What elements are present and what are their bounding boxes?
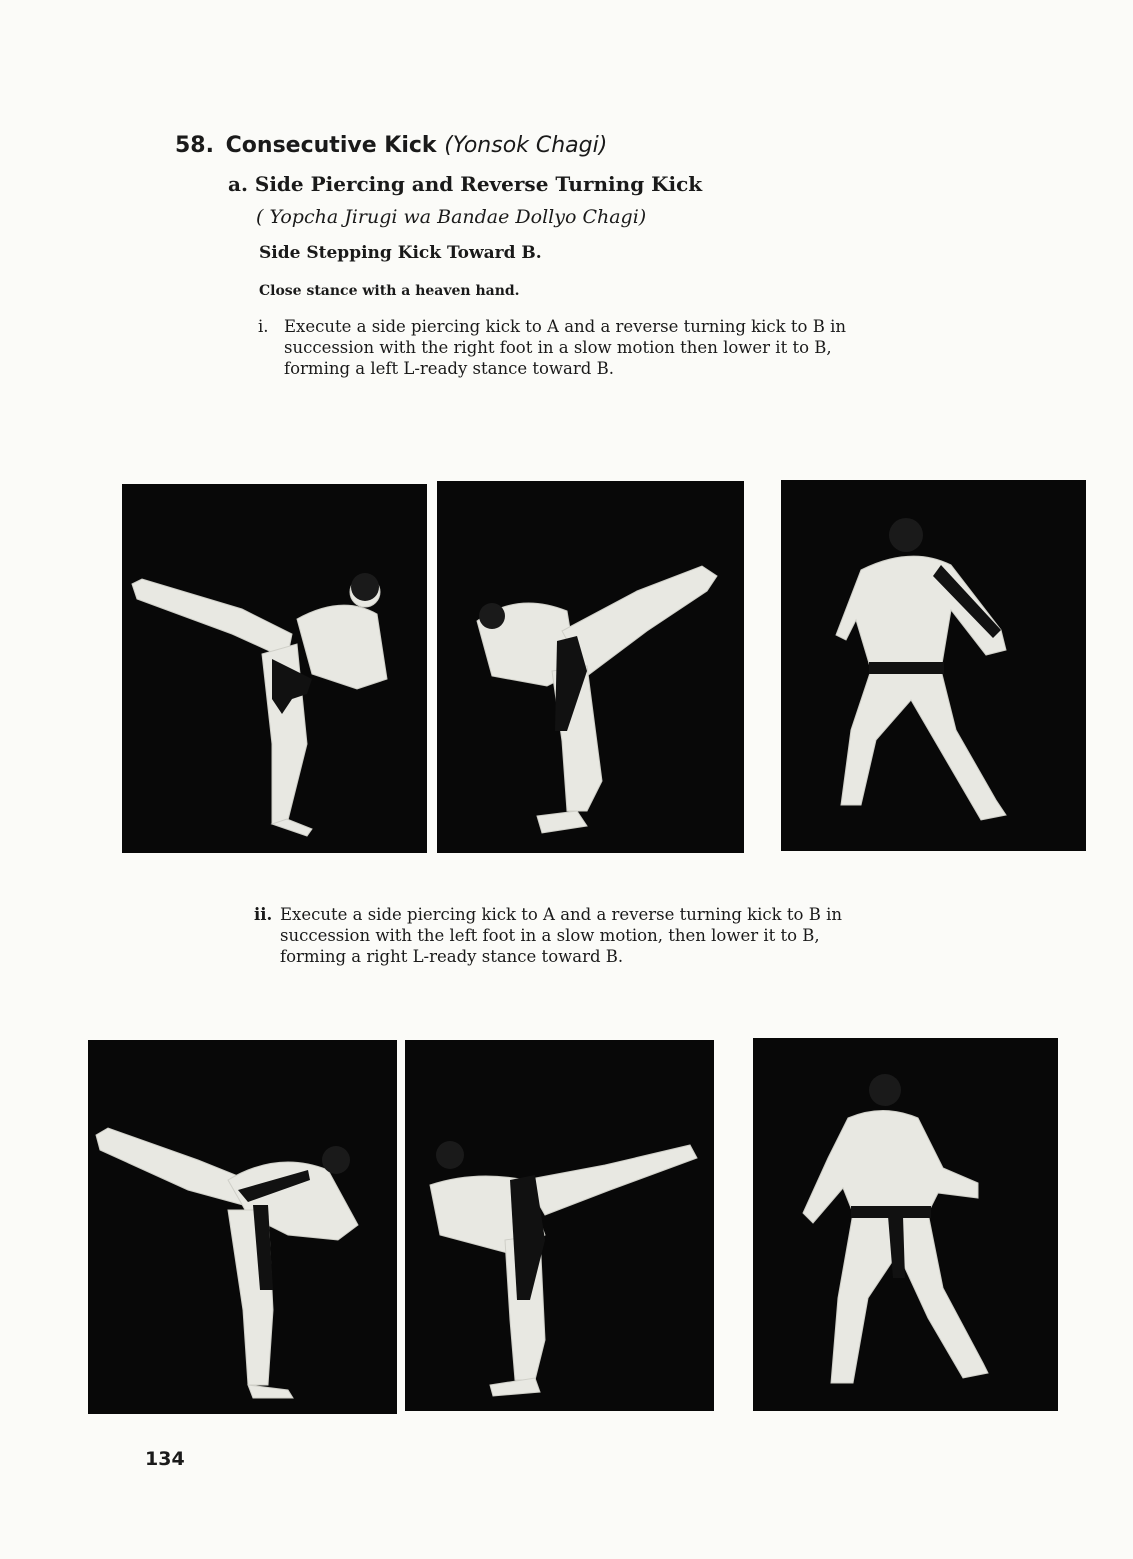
step-text: Execute a side piercing kick to A and a reverse turning kick to B in succession with the right foot in a slow motion then lower it to B, forming a left L-ready stance toward B.: [284, 317, 846, 378]
section-title-korean: (Yonsok Chagi): [444, 133, 608, 158]
step-marker: i.: [258, 317, 269, 336]
page-number: 134: [145, 1448, 185, 1470]
step-paragraph: [254, 904, 1014, 967]
subsection-korean: ( Yopcha Jirugi wa Bandae Dollyo Chagi): [256, 206, 647, 228]
step-paragraph: [258, 316, 1018, 379]
section-number: 58.: [175, 133, 214, 158]
side-kick-figure-illustration: [88, 1040, 397, 1414]
photo-row2-side-kick: [88, 1040, 397, 1414]
l-stance-back-figure-illustration: [781, 480, 1086, 851]
section-title: [175, 133, 607, 158]
step-text: Execute a side piercing kick to A and a reverse turning kick to B in succession with the left foot in a slow motion, then lower it to B, forming a right L-ready stance toward B.: [280, 905, 842, 966]
photo-row2-l-stance: [753, 1038, 1058, 1411]
photo-row1-side-kick: [122, 484, 427, 853]
photo-row2-turning-kick: [405, 1040, 714, 1411]
photo-row1-turning-kick: [437, 481, 744, 853]
step-marker: ii.: [254, 905, 273, 924]
section-title-text: Consecutive Kick: [225, 133, 437, 158]
l-stance-front-figure-illustration: [753, 1038, 1058, 1411]
subsection-heading: a. Side Piercing and Reverse Turning Kick: [228, 172, 703, 196]
turning-kick-figure-illustration: [437, 481, 744, 853]
ready-stance: Close stance with a heaven hand.: [259, 283, 520, 299]
turning-kick-figure-illustration: [405, 1040, 714, 1411]
photo-row1-l-stance: [781, 480, 1086, 851]
stepping-heading: Side Stepping Kick Toward B.: [259, 243, 542, 263]
side-kick-figure-illustration: [122, 484, 427, 853]
